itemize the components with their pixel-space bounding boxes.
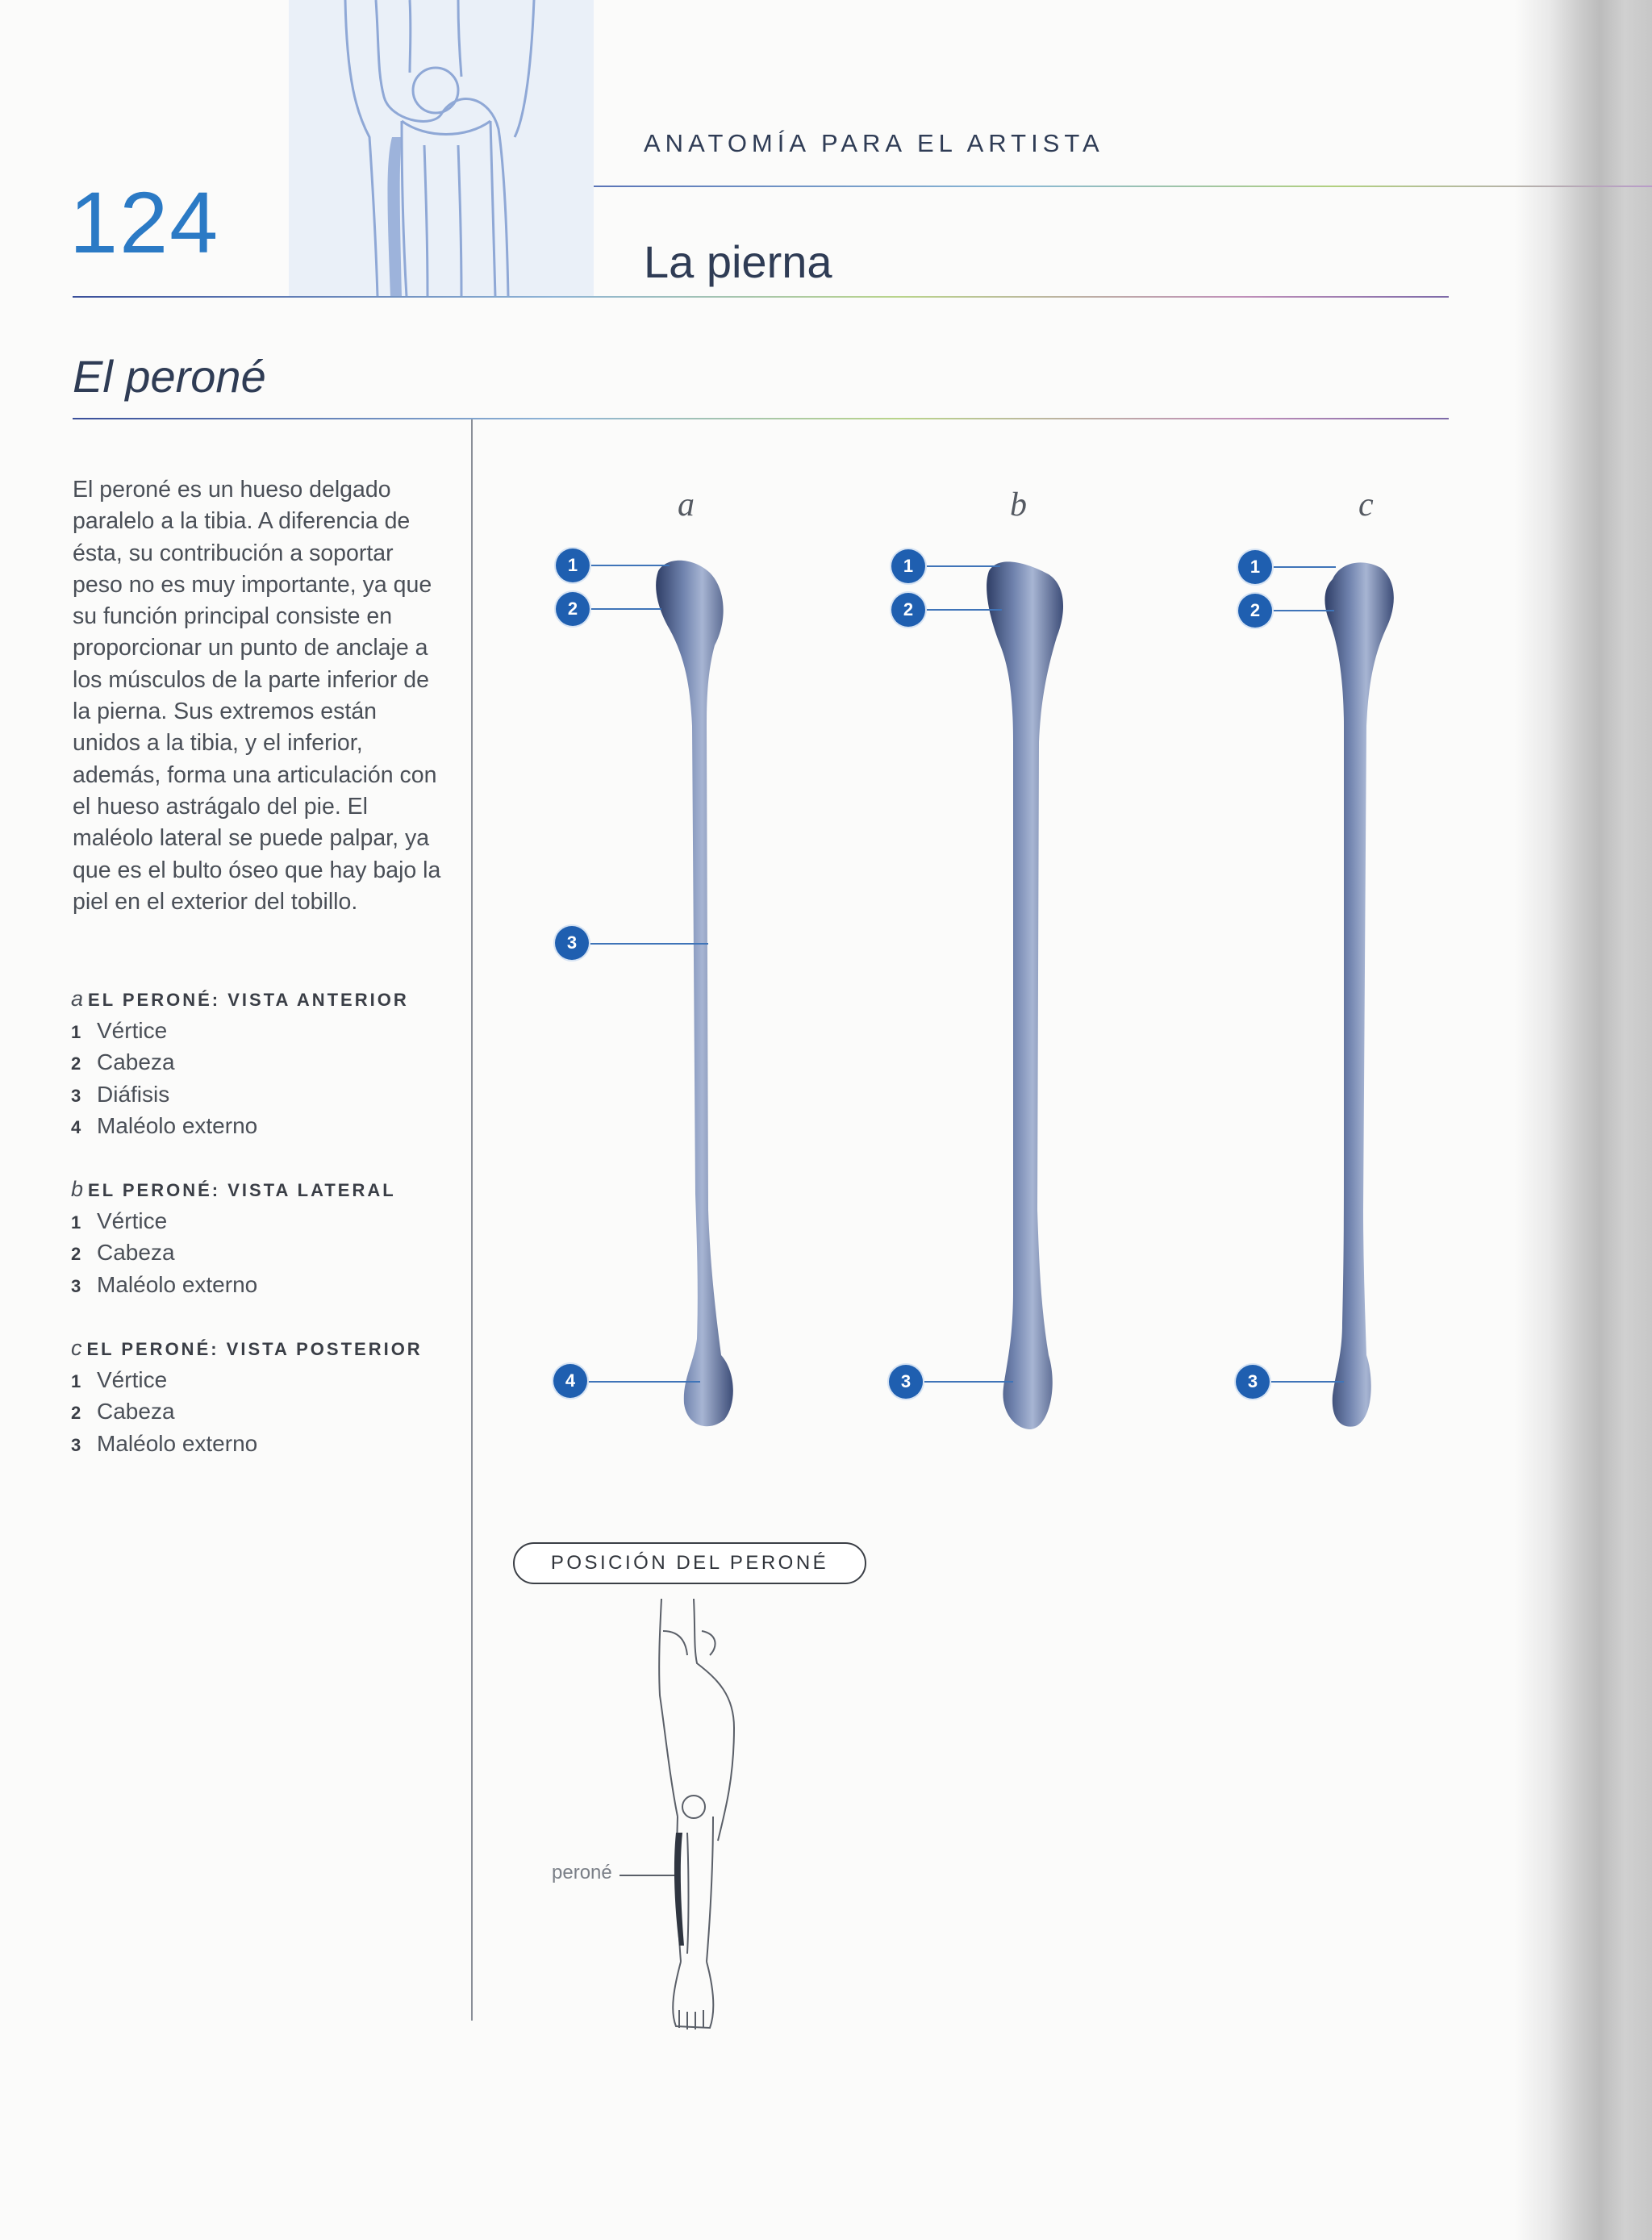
callout-c-1: 1 [1238, 550, 1272, 584]
fibula-label-leader [620, 1875, 674, 1876]
leader-line [1270, 1381, 1344, 1383]
callout-c-3: 3 [1236, 1365, 1270, 1399]
fibula-posterior [1325, 562, 1393, 1426]
legend-item: 3 Diáfisis [71, 1081, 170, 1107]
section-title: El peroné [73, 351, 266, 402]
legend-item: 3 Maléolo externo [71, 1271, 258, 1297]
leader-line [1271, 566, 1336, 568]
position-box-title: POSICIÓN DEL PERONÉ [513, 1542, 866, 1584]
leg-position-sketch [629, 1599, 791, 2034]
fibula-lateral [987, 561, 1063, 1429]
callout-b-1: 1 [891, 549, 925, 583]
leader-line [589, 943, 708, 945]
legend-title: a EL PERONÉ: VISTA ANTERIOR [71, 987, 409, 1011]
body-paragraph: El peroné es un hueso delgado paralelo a la tibia. A diferencia de ésta, su contribución a soportar peso no es muy importante, ya que su función principal consiste en proporcionar un punto de anclaje a los músculos de la parte inferior de la pierna. Sus extremos están unidos a la tibia, y el inferior, además, forma una articulación con el hueso astrágalo del pie. El maléolo lateral se puede palpar, ya que es el bulto óseo que hay bajo la piel en el exterior del tobillo. [73, 477, 441, 915]
legend-item: 4 Maléolo externo [71, 1112, 258, 1138]
leader-line [589, 565, 670, 566]
leader-line [924, 565, 1000, 567]
running-head: ANATOMÍA PARA EL ARTISTA [644, 129, 1104, 157]
legend-item: 2 Cabeza [71, 1399, 175, 1425]
leader-line [589, 608, 661, 610]
legend-title: c EL PERONÉ: VISTA POSTERIOR [71, 1336, 423, 1360]
callout-a-1: 1 [556, 549, 590, 582]
callout-c-2: 2 [1238, 594, 1272, 628]
view-letter-c: c [1358, 486, 1374, 524]
page-number: 124 [69, 173, 220, 271]
leader-line [587, 1381, 700, 1383]
callout-a-4: 4 [553, 1364, 587, 1398]
view-letter-a: a [678, 486, 695, 524]
leader-line [1271, 610, 1334, 611]
callout-a-2: 2 [556, 592, 590, 626]
legend-item: 2 Cabeza [71, 1049, 175, 1075]
leader-line [923, 1381, 1013, 1383]
legend-title: b EL PERONÉ: VISTA LATERAL [71, 1177, 396, 1201]
leader-line [924, 609, 1002, 611]
callout-b-2: 2 [891, 593, 925, 627]
fibula-anterior [656, 561, 733, 1426]
legend-item: 2 Cabeza [71, 1240, 175, 1266]
legend-item: 3 Maléolo externo [71, 1430, 258, 1456]
legend-item: 1 Vértice [71, 1208, 168, 1233]
view-letter-b: b [1010, 486, 1027, 524]
legend-item: 1 Vértice [71, 1018, 168, 1043]
callout-b-3: 3 [889, 1365, 923, 1399]
legend-item: 1 Vértice [71, 1367, 168, 1392]
fibula-label: peroné [552, 1862, 612, 1883]
chapter-title: La pierna [644, 236, 832, 287]
callout-a-3: 3 [555, 926, 589, 960]
